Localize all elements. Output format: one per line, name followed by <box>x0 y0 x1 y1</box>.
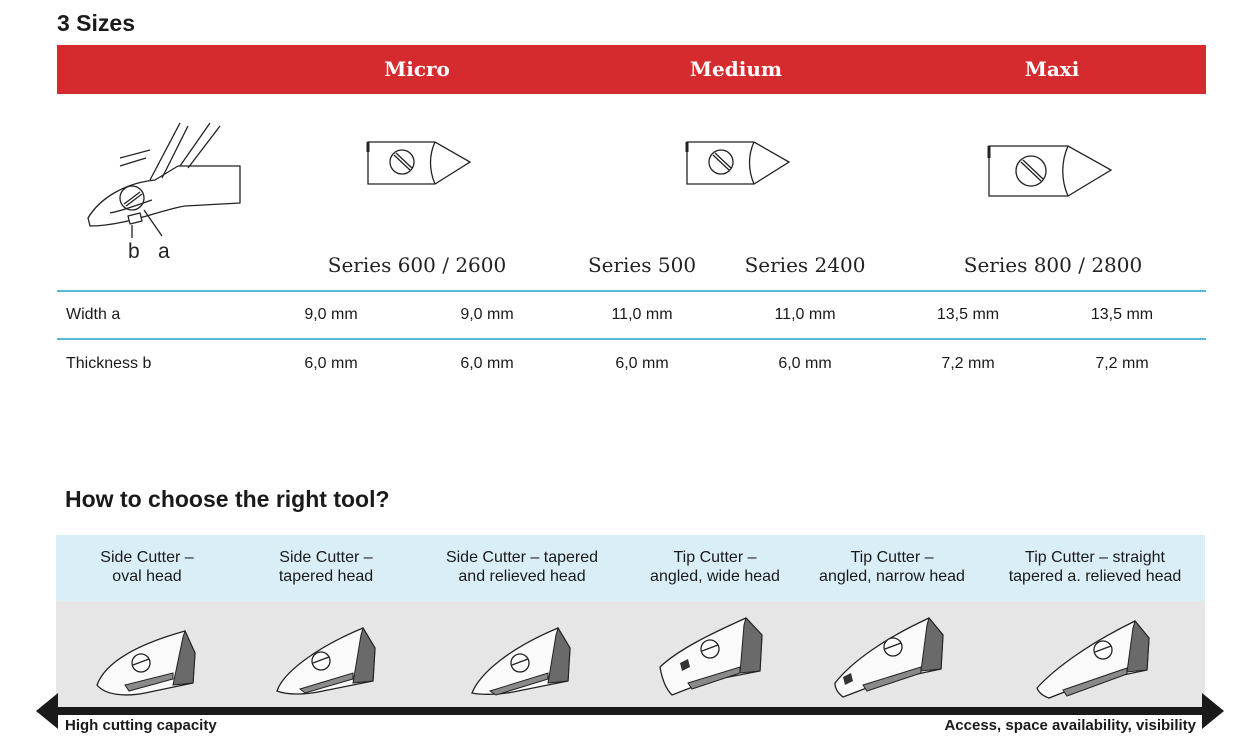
category-tip-cutter-angled-wide <box>650 548 780 586</box>
size-label-micro: Micro <box>384 57 450 81</box>
series-label-500: Series 500 <box>587 253 697 277</box>
table-cell: 7,2 mm <box>941 355 995 372</box>
table-cell: 13,5 mm <box>1090 306 1154 323</box>
series-label-600-2600: Series 600 / 2600 <box>327 253 507 277</box>
category-side-cutter-oval <box>100 548 193 586</box>
series-label-800-2800: Series 800 / 2800 <box>963 253 1143 277</box>
table-cell: 6,0 mm <box>304 355 358 372</box>
section-title-choose-tool: How to choose the right tool? <box>65 486 390 512</box>
category-line: angled, wide head <box>650 568 780 585</box>
category-line: Tip Cutter – <box>850 549 934 566</box>
tool-image-side-cutter-tapered <box>275 623 380 698</box>
table-divider-top <box>57 290 1206 292</box>
plier-dimension-diagram <box>80 118 250 263</box>
size-label-medium: Medium <box>689 57 783 81</box>
head-profile-medium <box>684 140 794 188</box>
axis-label-high-cutting-capacity: High cutting capacity <box>65 717 217 734</box>
axis-label-access-visibility: Access, space availability, visibility <box>944 717 1196 734</box>
tool-image-side-cutter-oval <box>95 623 200 698</box>
section-title-sizes: 3 Sizes <box>57 10 135 36</box>
tool-image-tip-cutter-angled-narrow <box>833 615 948 700</box>
category-side-cutter-tapered <box>279 548 373 586</box>
table-cell: 13,5 mm <box>936 306 1000 323</box>
table-cell: 7,2 mm <box>1095 355 1149 372</box>
category-tip-cutter-straight <box>1009 548 1182 586</box>
tool-image-tip-cutter-angled-wide <box>658 615 768 700</box>
category-line: and relieved head <box>458 568 586 585</box>
category-line: tapered a. relieved head <box>1008 568 1182 585</box>
category-line: Side Cutter – <box>100 549 194 566</box>
dimension-label-b: b <box>128 240 140 263</box>
row-label-width: Width a <box>66 306 121 323</box>
category-side-cutter-tapered-relieved <box>446 548 598 586</box>
category-line: Side Cutter – tapered <box>445 549 599 566</box>
table-cell: 6,0 mm <box>615 355 669 372</box>
table-cell: 11,0 mm <box>611 306 673 323</box>
table-cell: 9,0 mm <box>460 306 514 323</box>
table-divider-middle <box>57 338 1206 340</box>
row-label-thickness: Thickness b <box>66 355 152 372</box>
series-label-2400: Series 2400 <box>744 253 866 277</box>
category-line: Tip Cutter – straight <box>1025 549 1165 566</box>
dimension-label-a: a <box>158 240 170 263</box>
category-line: oval head <box>112 568 182 585</box>
category-line: Tip Cutter – <box>673 549 757 566</box>
table-cell: 6,0 mm <box>460 355 514 372</box>
table-cell: 6,0 mm <box>778 355 832 372</box>
table-cell: 11,0 mm <box>774 306 836 323</box>
tool-image-tip-cutter-straight <box>1035 618 1155 700</box>
head-profile-micro <box>365 140 475 188</box>
size-label-maxi: Maxi <box>1024 57 1080 81</box>
category-line: tapered head <box>278 568 374 585</box>
table-cell: 9,0 mm <box>304 306 358 323</box>
head-profile-maxi <box>986 144 1116 200</box>
tool-image-side-cutter-tapered-relieved <box>470 623 575 698</box>
category-tip-cutter-angled-narrow <box>819 548 965 586</box>
category-line: angled, narrow head <box>819 568 965 585</box>
size-header-bar <box>57 45 1206 94</box>
category-line: Side Cutter – <box>279 549 373 566</box>
